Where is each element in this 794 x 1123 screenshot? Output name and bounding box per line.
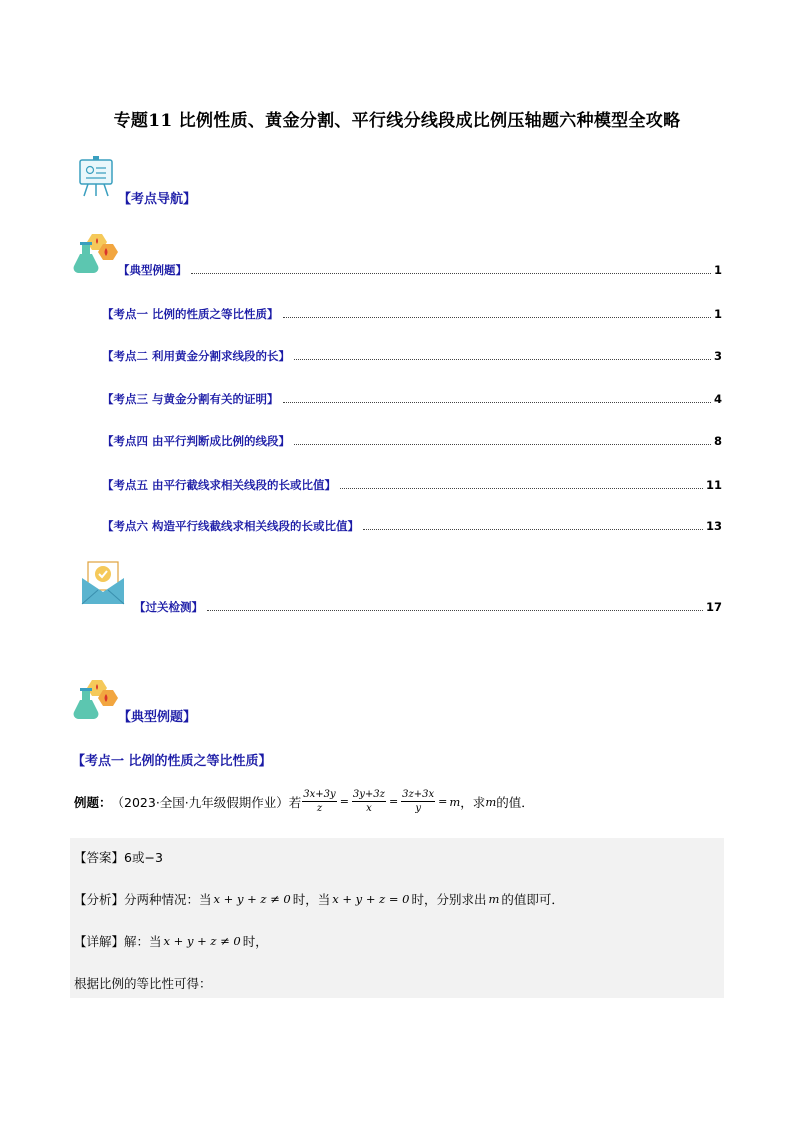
example-text: ，求 [460, 794, 486, 810]
answer-line [74, 848, 163, 866]
equals-sign: = [388, 795, 399, 808]
toc-row[interactable] [134, 599, 722, 615]
analysis-text: 时，当 [292, 892, 331, 907]
toc-label: 【典型例题】 [118, 263, 187, 277]
example-text: 的值． [496, 794, 534, 810]
equals-sign: = [339, 795, 349, 808]
toc-leader [283, 317, 711, 318]
variable-m: m [488, 892, 500, 906]
toc-label: 【考点二 利用黄金分割求线段的长】 [102, 349, 291, 363]
toc-page: 8 [713, 434, 722, 448]
toc-leader [294, 359, 711, 360]
toc-label: 【考点四 由平行判断成比例的线段】 [102, 434, 291, 448]
toc-page: 13 [705, 519, 722, 533]
flask-icon [72, 232, 118, 274]
numerator: 3y+3z [352, 789, 385, 800]
toc-page: 4 [713, 392, 722, 406]
detail-text: 根据比例的等比性可得： [74, 976, 212, 991]
fraction [401, 788, 435, 815]
fraction [352, 788, 386, 815]
toc-label: 【考点五 由平行截线求相关线段的长或比值】 [102, 478, 337, 492]
toc-label: 【考点六 构造平行线截线求相关线段的长或比值】 [102, 519, 360, 533]
fraction [302, 788, 336, 815]
toc-page: 1 [713, 263, 722, 277]
nav-label: 【考点导航】 [118, 192, 197, 207]
analysis-label: 【分析】 [74, 892, 125, 907]
detail-line [74, 974, 212, 992]
math-condition: x + y + z ≠ 0 [163, 934, 241, 948]
toc-row[interactable] [102, 477, 722, 493]
analysis-text: 分两种情况：当 [124, 892, 212, 907]
toc-page: 1 [713, 307, 722, 321]
detail-text: 时， [242, 934, 268, 949]
variable-m: m [449, 794, 461, 809]
presentation-board-icon [76, 156, 116, 198]
page-title: 专题11 比例性质、黄金分割、平行线分线段成比例压轴题六种模型全攻略 [113, 111, 681, 131]
detail-text: 解：当 [124, 934, 162, 949]
toc-leader [283, 402, 711, 403]
toc-row[interactable] [102, 306, 722, 322]
toc-row[interactable] [102, 391, 722, 407]
flask-icon [72, 678, 118, 720]
example-source: （2023·全国·九年级假期作业）若 [111, 794, 302, 810]
example-prefix: 例题： [74, 794, 112, 810]
toc-label: 【过关检测】 [134, 600, 203, 614]
toc-row[interactable] [118, 262, 722, 278]
denominator: z [316, 803, 323, 814]
answer-value: 6或−3 [124, 850, 163, 865]
analysis-text: 时，分别求出 [411, 892, 487, 907]
example-problem [74, 788, 734, 815]
math-condition: x + y + z ≠ 0 [213, 892, 291, 906]
toc-label: 【考点一 比例的性质之等比性质】 [102, 307, 279, 321]
section-topic: 【考点一 比例的性质之等比性质】 [72, 754, 272, 769]
toc-leader [294, 444, 711, 445]
toc-label: 【考点三 与黄金分割有关的证明】 [102, 392, 279, 406]
detail-line [74, 932, 268, 950]
equals-sign: = [438, 795, 448, 808]
numerator: 3x+3y [303, 789, 336, 800]
numerator: 3z+3x [402, 789, 435, 800]
math-condition: x + y + z = 0 [332, 892, 410, 906]
analysis-line [74, 890, 564, 908]
section-heading: 【典型例题】 [118, 710, 197, 725]
toc-leader [207, 610, 703, 611]
analysis-text: 的值即可． [501, 892, 564, 907]
toc-leader [340, 488, 703, 489]
toc-leader [191, 273, 711, 274]
toc-page: 17 [705, 600, 722, 614]
answer-label: 【答案】 [74, 850, 125, 865]
denominator: y [415, 803, 421, 814]
toc-page: 11 [705, 478, 722, 492]
variable-m: m [485, 794, 497, 809]
toc-leader [363, 529, 703, 530]
denominator: x [366, 803, 372, 814]
toc-page: 3 [713, 349, 722, 363]
toc-row[interactable] [102, 348, 722, 364]
check-envelope-icon [80, 560, 126, 606]
toc-row[interactable] [102, 433, 722, 449]
toc-row[interactable] [102, 518, 722, 534]
detail-label: 【详解】 [74, 934, 125, 949]
